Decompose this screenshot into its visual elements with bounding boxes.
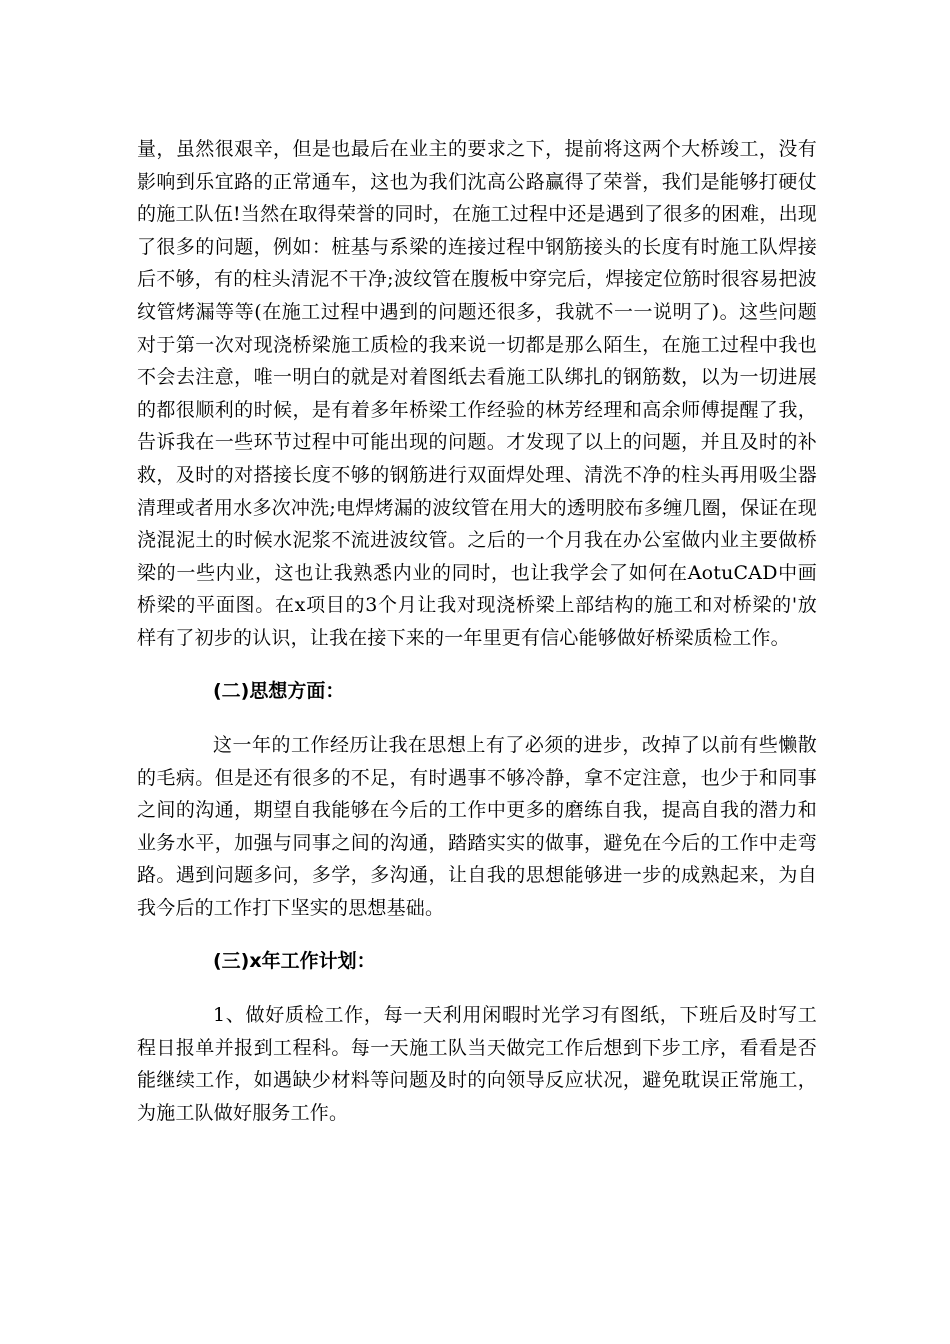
- paragraph-work-experience: 量，虽然很艰辛，但是也最后在业主的要求之下，提前将这两个大桥竣工，没有影响到乐宜路的正常通车，这也为我们沈高公路赢得了荣誉，我们是能够打硬仗的施工队伍!当然在取得荣誉的同时，在施工过程中还是遇到了很多的困难，出现了很多的问题，例如：桩基与系梁的连接过程中钢筋接头的长度有时施工队焊接后不够，有的柱头清泥不干净;波纹管在腹板中穿完后，焊接定位筋时很容易把波纹管烤漏等等(在施工过程中遇到的问题还很多，我就不一一说明了)。这些问题对于第一次对现浇桥梁施工质检的我来说一切都是那么陌生，在施工过程中我也不会去注意，唯一明白的就是对着图纸去看施工队绑扎的钢筋数，以为一切进展的都很顺利的时候，是有着多年桥梁工作经验的林芳经理和高余师傅提醒了我，告诉我在一些环节过程中可能出现的问题。才发现了以上的问题，并且及时的补救，及时的对搭接长度不够的钢筋进行双面焊处理、清洗不净的柱头再用吸尘器清理或者用水多次冲洗;电焊烤漏的波纹管在用大的透明胶布多缠几圈，保证在现浇混泥土的时候水泥浆不流进波纹管。之后的一个月我在办公室做内业主要做桥梁的一些内业，这也让我熟悉内业的同时，也让我学会了如何在AotuCAD中画桥梁的平面图。在x项目的3个月让我对现浇桥梁上部结构的施工和对桥梁的'放样有了初步的认识，让我在接下来的一年里更有信心能够做好桥梁质检工作。: [137, 138, 817, 649]
- paragraph-thinking: 这一年的工作经历让我在思想上有了必须的进步，改掉了以前有些懒散的毛病。但是还有很多的不足，有时遇事不够冷静，拿不定注意，也少于和同事之间的沟通，期望自我能够在今后的工作中更多的磨练自我，提高自我的潜力和业务水平，加强与同事之间的沟通，踏踏实实的做事，避免在今后的工作中走弯路。遇到问题多问，多学，多沟通，让自我的思想能够进一步的成熟起来，为自我今后的工作打下坚实的思想基础。: [137, 734, 817, 920]
- paragraph-gap: [137, 707, 817, 729]
- section-heading-work-plan: (三)x年工作计划：: [213, 949, 376, 972]
- document-page: [137, 133, 817, 1130]
- section-heading-thinking: (二)思想方面：: [213, 679, 345, 702]
- paragraph-gap: [137, 977, 817, 999]
- paragraph-gap: [137, 925, 817, 945]
- paragraph-plan-item-1: 1、做好质检工作，每一天利用闲暇时光学习有图纸，下班后及时写工程日报单并报到工程科。每一天施工队当天做完工作后想到下步工序，看看是否能继续工作，如遇缺少材料等问题及时的向领导反应状况，避免耽误正常施工，为施工队做好服务工作。: [137, 1004, 817, 1125]
- paragraph-gap: [137, 655, 817, 675]
